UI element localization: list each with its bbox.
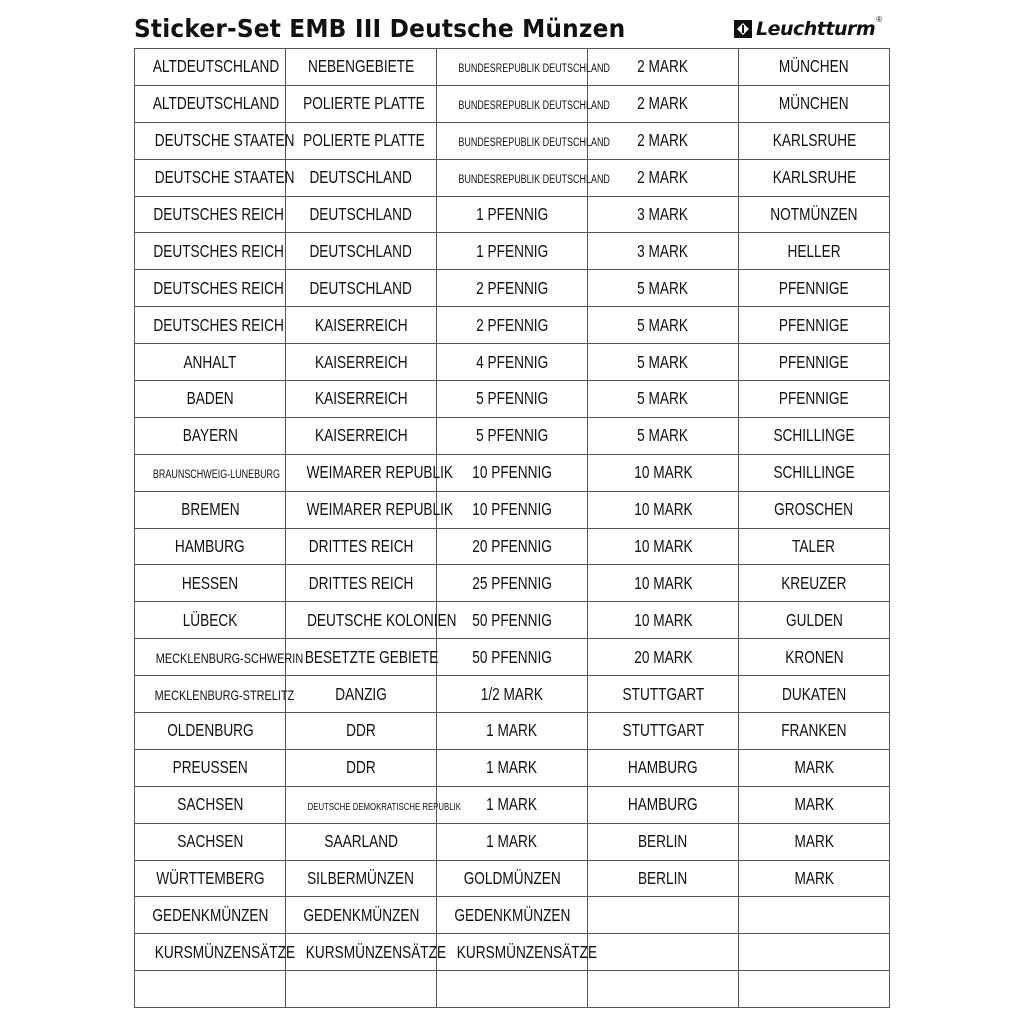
sticker-label: HAMBURG	[628, 757, 698, 778]
sticker-label: KREUZER	[781, 572, 847, 593]
table-row	[135, 196, 890, 233]
sticker-label: SCHILLINGE	[773, 425, 855, 446]
sticker-label: 5 MARK	[637, 425, 689, 446]
table-row	[135, 344, 890, 381]
sticker-label: 1 MARK	[486, 720, 538, 741]
sticker-label: KURSMÜNZENSÄTZE	[456, 941, 598, 962]
sticker-label: SILBERMÜNZEN	[307, 868, 415, 889]
sticker-label-cell	[437, 381, 588, 418]
sticker-label-cell	[286, 196, 437, 233]
sticker-label: MÜNCHEN	[779, 93, 849, 114]
sticker-label-cell	[588, 528, 739, 565]
sticker-label: 25 PFENNIG	[472, 572, 552, 593]
sticker-label-cell	[739, 565, 890, 602]
sticker-label-cell	[588, 159, 739, 196]
sticker-label: 50 PFENNIG	[472, 646, 552, 667]
sticker-label-cell	[135, 971, 286, 1008]
sticker-label-cell	[739, 344, 890, 381]
sticker-label-cell	[437, 491, 588, 528]
sticker-label-cell	[588, 934, 739, 971]
sticker-label-cell	[286, 85, 437, 122]
sticker-label: HELLER	[787, 240, 841, 261]
sticker-label: GEDENKMÜNZEN	[151, 904, 269, 925]
sticker-label: MECKLENBURG-SCHWERIN	[155, 649, 304, 666]
sticker-label-cell	[135, 934, 296, 971]
sticker-label-cell	[286, 491, 454, 528]
sticker-label: WEIMARER REPUBLIK	[306, 499, 454, 520]
sticker-label-cell	[739, 749, 890, 786]
sticker-label-cell	[286, 159, 437, 196]
sticker-label: ALTDEUTSCHLAND	[152, 93, 280, 114]
sticker-label-cell	[588, 713, 739, 750]
sticker-label: 2 PFENNIG	[475, 277, 549, 298]
sticker-label-cell	[588, 85, 739, 122]
sticker-label: MARK	[794, 794, 834, 815]
sticker-label-cell	[739, 307, 890, 344]
sticker-label-cell	[739, 381, 890, 418]
sticker-label: BUNDESREPUBLIK DEUTSCHLAND	[458, 137, 610, 150]
sticker-label: DEUTSCHES REICH	[153, 314, 284, 335]
sticker-label: HAMBURG	[628, 794, 698, 815]
sticker-label: NEBENGEBIETE	[307, 56, 415, 77]
sticker-label: 10 MARK	[633, 609, 693, 630]
sticker-label: 2 MARK	[637, 93, 689, 114]
sticker-label: PREUSSEN	[172, 757, 248, 778]
sticker-label: TALER	[792, 536, 836, 557]
sticker-label: SAARLAND	[324, 831, 398, 852]
sticker-label: PFENNIGE	[779, 314, 849, 335]
sticker-label-cell	[286, 528, 437, 565]
sticker-label-cell	[588, 639, 739, 676]
sticker-label-cell	[739, 491, 890, 528]
sticker-label-cell	[588, 971, 739, 1008]
sticker-label-cell	[588, 122, 739, 159]
sticker-label: KAISERREICH	[314, 388, 408, 409]
sticker-label-cell	[437, 676, 588, 713]
table-row	[135, 676, 890, 713]
sticker-label: 1 PFENNIG	[475, 240, 549, 261]
sticker-label: SACHSEN	[176, 831, 243, 852]
sticker-label: SCHILLINGE	[773, 462, 855, 483]
sticker-label: NOTMÜNZEN	[770, 204, 858, 224]
sticker-label: GULDEN	[785, 609, 843, 630]
sticker-label: PFENNIGE	[779, 351, 849, 372]
sticker-label: DUKATEN	[781, 683, 847, 704]
sticker-label: PFENNIGE	[779, 388, 849, 409]
sticker-label-cell	[588, 417, 739, 454]
sticker-label-cell	[739, 528, 890, 565]
sticker-label-cell	[739, 122, 890, 159]
sticker-label-cell	[286, 270, 437, 307]
sticker-label-cell	[739, 454, 890, 491]
table-row	[135, 233, 890, 270]
sticker-label-cell	[437, 49, 610, 86]
sticker-label-cell	[437, 860, 588, 897]
sticker-label-cell	[135, 417, 286, 454]
table-row	[135, 860, 890, 897]
sticker-label: 10 PFENNIG	[472, 499, 552, 520]
sticker-label: POLIERTE PLATTE	[303, 93, 425, 114]
sticker-label: 10 MARK	[633, 499, 693, 520]
sticker-label: MARK	[794, 868, 834, 889]
sticker-label-cell	[588, 307, 739, 344]
registered-mark: ®	[876, 15, 883, 24]
sticker-label-cell	[588, 49, 739, 86]
sticker-label-cell	[588, 676, 739, 713]
sticker-label-cell	[588, 491, 739, 528]
sticker-label-cell	[135, 196, 286, 233]
sticker-label-cell	[286, 713, 437, 750]
sticker-label: 2 MARK	[637, 130, 689, 151]
table-row	[135, 159, 890, 196]
table-row	[135, 417, 890, 454]
sticker-label: DEUTSCHE STAATEN	[154, 167, 295, 188]
sticker-label-cell	[437, 602, 588, 639]
sticker-label-cell	[739, 417, 890, 454]
sticker-label: DRITTES REICH	[308, 536, 414, 557]
sticker-label-cell	[135, 270, 286, 307]
sticker-label-cell	[739, 196, 890, 233]
sticker-label-cell	[135, 897, 286, 934]
sticker-label-cell	[437, 307, 588, 344]
table-row	[135, 713, 890, 750]
sticker-label: 5 PFENNIG	[475, 425, 549, 446]
sticker-label-cell	[286, 344, 437, 381]
sticker-label-cell	[135, 49, 286, 86]
brand-name: Leuchtturm	[756, 18, 876, 40]
table-row	[135, 897, 890, 934]
sticker-label: BRAUNSCHWEIG-LÜNEBURG	[152, 469, 281, 482]
sticker-label-cell	[437, 344, 588, 381]
sticker-label-cell	[588, 233, 739, 270]
sticker-label: 1 MARK	[486, 757, 538, 778]
sticker-label-cell	[437, 417, 588, 454]
sticker-label-cell	[437, 749, 588, 786]
sticker-label: 5 MARK	[637, 314, 689, 335]
table-row	[135, 49, 890, 86]
sticker-label: DDR	[346, 720, 376, 741]
table-row	[135, 491, 890, 528]
table-row	[135, 639, 890, 676]
sticker-label-cell	[739, 860, 890, 897]
sticker-label-cell	[135, 565, 286, 602]
sticker-label: GROSCHEN	[774, 499, 854, 520]
sticker-label-cell	[286, 934, 447, 971]
sticker-label: BAYERN	[182, 425, 238, 446]
sticker-label-cell	[739, 934, 890, 971]
sticker-label: KARLSRUHE	[772, 167, 856, 188]
sticker-label: KURSMÜNZENSÄTZE	[305, 941, 447, 962]
sticker-label: MARK	[794, 831, 834, 852]
sticker-label: 10 MARK	[633, 536, 693, 557]
table-row	[135, 823, 890, 860]
sticker-label-cell	[588, 749, 739, 786]
sticker-label: KAISERREICH	[314, 314, 408, 335]
sticker-label-cell	[739, 233, 890, 270]
table-row	[135, 528, 890, 565]
sticker-label-cell	[135, 491, 286, 528]
sticker-label: BUNDESREPUBLIK DEUTSCHLAND	[458, 63, 610, 76]
sticker-label-cell	[135, 528, 286, 565]
sticker-label: 4 PFENNIG	[475, 351, 549, 372]
sticker-label: MARK	[794, 757, 834, 778]
sticker-label-cell	[135, 122, 295, 159]
sticker-label: 20 PFENNIG	[472, 536, 552, 557]
sticker-label: DANZIG	[335, 683, 387, 704]
sticker-label: 3 MARK	[637, 204, 689, 224]
sticker-label: 2 PFENNIG	[475, 314, 549, 335]
sticker-label-cell	[286, 233, 437, 270]
sticker-label: DRITTES REICH	[308, 572, 414, 593]
sticker-label-cell	[739, 676, 890, 713]
sticker-label-cell	[437, 233, 588, 270]
sticker-label: KARLSRUHE	[772, 130, 856, 151]
table-row	[135, 381, 890, 418]
sticker-label-cell	[588, 565, 739, 602]
sticker-label: 5 MARK	[637, 351, 689, 372]
sticker-label-cell	[286, 971, 437, 1008]
sticker-label-cell	[739, 270, 890, 307]
sticker-label: BUNDESREPUBLIK DEUTSCHLAND	[458, 174, 610, 187]
sticker-label-cell	[135, 786, 286, 823]
sticker-label-cell	[286, 897, 437, 934]
sticker-label: DEUTSCHES REICH	[153, 204, 284, 224]
sticker-label-cell	[135, 85, 286, 122]
sticker-label: 5 PFENNIG	[475, 388, 549, 409]
sticker-label: OLDENBURG	[166, 720, 254, 741]
sticker-label-cell	[739, 971, 890, 1008]
sticker-label: SACHSEN	[176, 794, 243, 815]
sticker-label-cell	[588, 823, 739, 860]
table-row	[135, 270, 890, 307]
sticker-label-cell	[286, 639, 437, 676]
table-row	[135, 934, 890, 971]
sticker-label-cell	[437, 823, 588, 860]
sticker-label-cell	[286, 122, 437, 159]
sticker-label-cell	[135, 602, 286, 639]
lighthouse-icon	[734, 20, 752, 38]
sticker-label-cell	[588, 454, 739, 491]
sticker-label: DEUTSCHE KOLONIEN	[307, 609, 457, 630]
sticker-label-cell	[286, 676, 437, 713]
sticker-label-cell	[135, 159, 295, 196]
sticker-label: BUNDESREPUBLIK DEUTSCHLAND	[458, 100, 610, 113]
sticker-label: WÜRTTEMBERG	[155, 868, 265, 889]
sticker-label-cell	[739, 85, 890, 122]
sticker-label-cell	[437, 528, 588, 565]
sticker-label-cell	[286, 602, 457, 639]
sticker-label: STUTTGART	[622, 720, 704, 741]
sticker-label: 5 MARK	[637, 277, 689, 298]
sticker-label: 1 MARK	[486, 831, 538, 852]
sticker-label-cell	[437, 196, 588, 233]
sticker-grid-body	[135, 49, 890, 1008]
table-row	[135, 749, 890, 786]
sticker-label: DEUTSCHE STAATEN	[154, 130, 295, 151]
sticker-label-cell	[437, 85, 610, 122]
sticker-label: DEUTSCHES REICH	[153, 240, 284, 261]
sticker-label: DEUTSCHLAND	[309, 167, 413, 188]
table-row	[135, 971, 890, 1008]
sticker-grid	[134, 48, 890, 1008]
sticker-label-cell	[437, 122, 610, 159]
sticker-label-cell	[739, 49, 890, 86]
sticker-label: BERLIN	[638, 831, 688, 852]
sticker-label: 1 MARK	[486, 794, 538, 815]
sticker-label-cell	[135, 823, 286, 860]
sticker-label-cell	[437, 565, 588, 602]
table-row	[135, 122, 890, 159]
sticker-label: 5 MARK	[637, 388, 689, 409]
sticker-label-cell	[437, 971, 588, 1008]
sticker-label-cell	[588, 897, 739, 934]
sticker-label: BADEN	[186, 388, 234, 409]
sticker-label-cell	[588, 344, 739, 381]
sticker-label: GOLDMÜNZEN	[463, 868, 561, 889]
sticker-label: LÜBECK	[182, 609, 238, 630]
sticker-label: HESSEN	[181, 572, 239, 593]
sticker-label-cell	[286, 49, 437, 86]
sticker-label: ANHALT	[183, 351, 237, 372]
sticker-label: ALTDEUTSCHLAND	[152, 56, 280, 77]
sticker-label: 10 MARK	[633, 462, 693, 483]
sticker-label-cell	[135, 676, 295, 713]
sticker-label-cell	[739, 897, 890, 934]
sticker-label-cell	[286, 417, 437, 454]
sticker-label-cell	[739, 602, 890, 639]
sticker-label: STUTTGART	[622, 683, 704, 704]
sticker-label: GEDENKMÜNZEN	[453, 904, 571, 925]
sticker-label: 50 PFENNIG	[472, 609, 552, 630]
sticker-label: DEUTSCHLAND	[309, 204, 413, 224]
sticker-label-cell	[437, 934, 598, 971]
sticker-label: BERLIN	[638, 868, 688, 889]
sticker-label-cell	[437, 713, 588, 750]
table-row	[135, 454, 890, 491]
sticker-label-cell	[437, 639, 588, 676]
sticker-label-cell	[588, 860, 739, 897]
sticker-label-cell	[135, 454, 286, 491]
sticker-label-cell	[588, 196, 739, 233]
page-title: Sticker-Set EMB III Deutsche Münzen	[134, 14, 626, 43]
brand-logo	[734, 17, 882, 41]
sticker-label: DEUTSCHE DEMOKRATISCHE REPUBLIK	[307, 802, 461, 814]
sticker-label: KAISERREICH	[314, 351, 408, 372]
sticker-label: 1 PFENNIG	[475, 204, 549, 224]
sticker-label: DEUTSCHLAND	[309, 277, 413, 298]
table-row	[135, 85, 890, 122]
table-row	[135, 307, 890, 344]
sticker-label-cell	[588, 270, 739, 307]
sticker-label-cell	[739, 786, 890, 823]
sticker-label-cell	[437, 159, 610, 196]
sticker-label-cell	[588, 602, 739, 639]
sticker-label: 10 PFENNIG	[472, 462, 552, 483]
sticker-label-cell	[286, 786, 461, 823]
sticker-label-cell	[739, 713, 890, 750]
sticker-label: MÜNCHEN	[779, 56, 849, 77]
sticker-label: POLIERTE PLATTE	[303, 130, 425, 151]
sticker-label: 1/2 MARK	[480, 683, 544, 704]
sticker-label: GEDENKMÜNZEN	[302, 904, 420, 925]
sticker-label-cell	[135, 307, 286, 344]
sticker-label-cell	[135, 233, 286, 270]
sticker-label: 2 MARK	[637, 167, 689, 188]
sticker-label: WEIMARER REPUBLIK	[306, 462, 454, 483]
sticker-label-cell	[286, 307, 437, 344]
sticker-label: 20 MARK	[633, 646, 693, 667]
sticker-label: MECKLENBURG-STRELITZ	[154, 686, 295, 703]
sticker-label: 10 MARK	[633, 572, 693, 593]
sticker-label: HAMBURG	[175, 536, 245, 557]
sticker-label: FRANKEN	[781, 720, 847, 741]
sticker-label: KRONEN	[784, 646, 844, 667]
sticker-label-cell	[135, 381, 286, 418]
sticker-label-cell	[286, 454, 454, 491]
table-row	[135, 565, 890, 602]
sticker-label: KURSMÜNZENSÄTZE	[154, 941, 296, 962]
sticker-label-cell	[135, 344, 286, 381]
sticker-label: BESETZTE GEBIETE	[304, 646, 439, 667]
sticker-label-cell	[286, 860, 437, 897]
sticker-label-cell	[437, 270, 588, 307]
sticker-label-cell	[588, 381, 739, 418]
sticker-label-cell	[588, 786, 739, 823]
sticker-label-cell	[135, 860, 286, 897]
sticker-label-cell	[135, 713, 286, 750]
table-row	[135, 786, 890, 823]
sticker-label-cell	[286, 749, 437, 786]
sticker-label-cell	[135, 749, 286, 786]
sticker-label: 2 MARK	[637, 56, 689, 77]
sticker-label-cell	[739, 639, 890, 676]
sticker-label: BREMEN	[180, 499, 240, 520]
sticker-label-cell	[739, 159, 890, 196]
sticker-label: KAISERREICH	[314, 425, 408, 446]
sticker-label-cell	[739, 823, 890, 860]
sticker-label: DDR	[346, 757, 376, 778]
sticker-label-cell	[135, 639, 304, 676]
sticker-label-cell	[286, 381, 437, 418]
sticker-label-cell	[437, 897, 588, 934]
sticker-label: DEUTSCHLAND	[309, 240, 413, 261]
sticker-label: DEUTSCHES REICH	[153, 277, 284, 298]
sticker-label: PFENNIGE	[779, 277, 849, 298]
sticker-label: 3 MARK	[637, 240, 689, 261]
sticker-label-cell	[437, 454, 588, 491]
table-row	[135, 602, 890, 639]
sticker-label-cell	[286, 823, 437, 860]
sticker-label-cell	[286, 565, 437, 602]
